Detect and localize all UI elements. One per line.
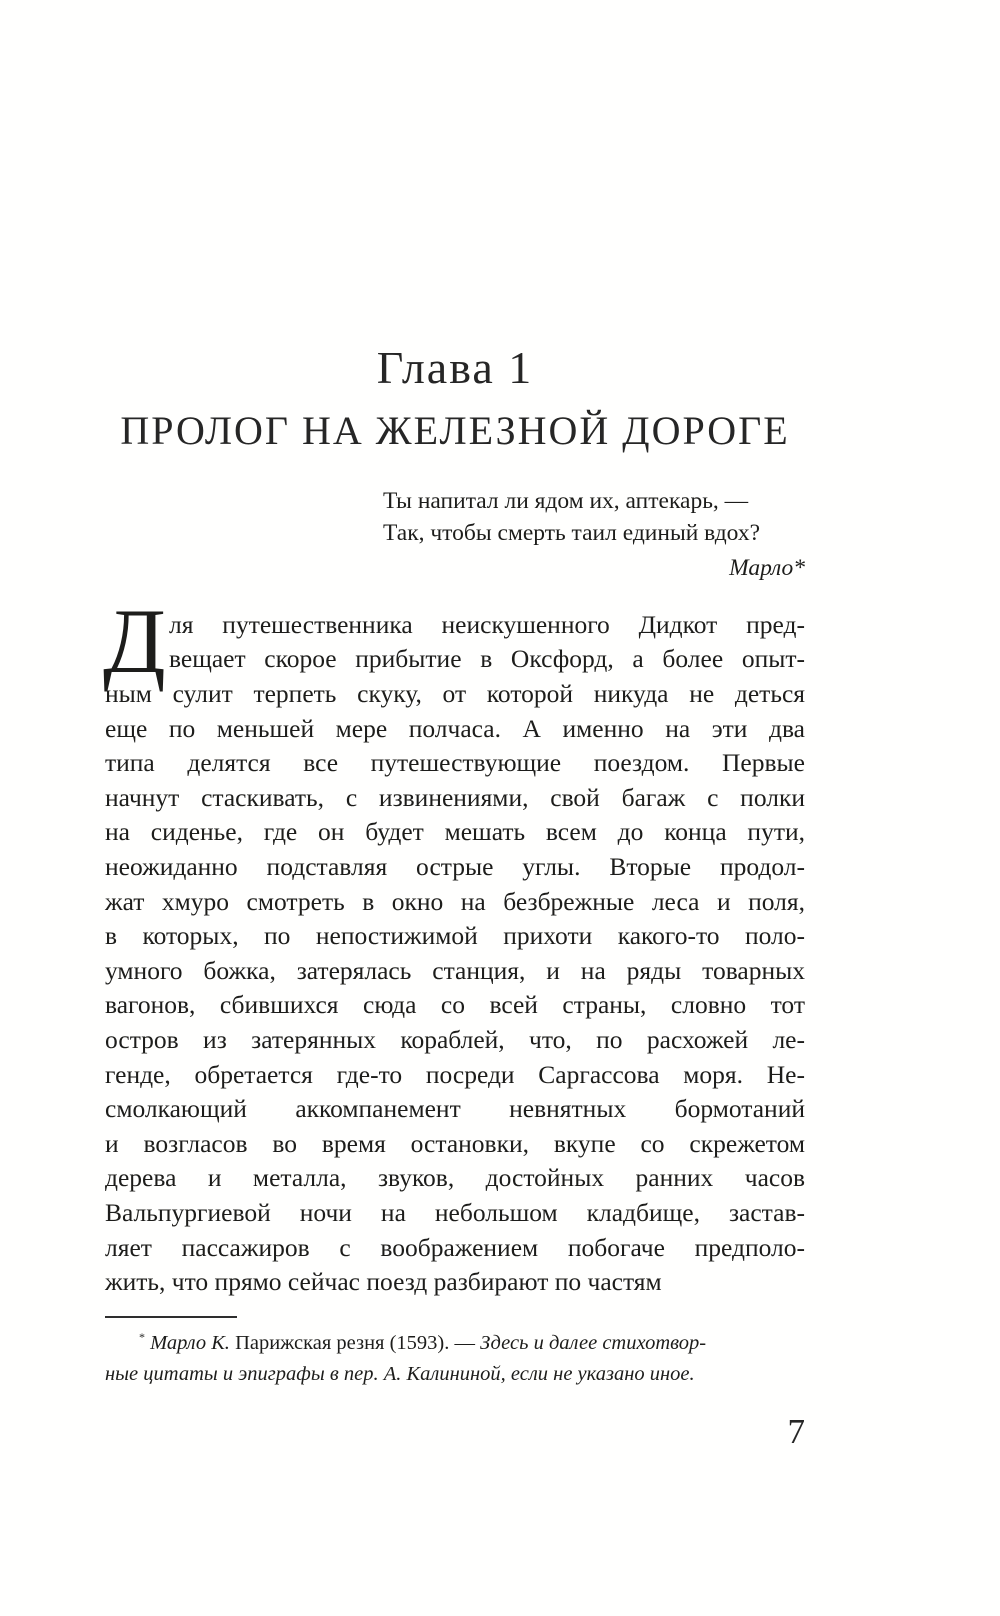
footnote-line — [105, 1328, 805, 1359]
epigraph-line: Ты напитал ли ядом их, аптекарь, — — [383, 487, 749, 514]
body-line: жат хмуро смотреть в окно на безбрежные леса и поля, — [105, 886, 805, 916]
body-line: генде, обретается где-то посреди Саргассова моря. Не- — [105, 1059, 805, 1089]
body-line: типа делятся все путешествующие поездом. Первые — [105, 748, 805, 778]
body-line: вещает скорое прибытие в Оксфорд, а более опыт- — [169, 644, 805, 674]
body-line: и возгласов во время остановки, вкупе со скрежетом — [105, 1128, 805, 1158]
chapter-label: Глава 1 — [376, 342, 534, 393]
text-block — [0, 342, 1000, 1452]
footnote-note-part1: Здесь и далее стихотвор- — [480, 1331, 707, 1354]
footnote-divider — [105, 1316, 237, 1318]
epigraph-line: Так, чтобы смерть таил единый вдох? — [383, 519, 760, 546]
body-line: ля путешественника неискушенного Дидкот пред- — [169, 609, 805, 639]
body-line: Вальпургиевой ночи на небольшом кладбище, застав- — [105, 1197, 805, 1227]
body-line: вагонов, сбившихся сюда со всей страны, словно тот — [105, 990, 805, 1020]
page-number: 7 — [787, 1411, 805, 1451]
body-line: в которых, по непостижимой прихоти какого-то поло- — [105, 921, 805, 951]
body-line: остров из затерянных кораблей, что, по расхожей ле- — [105, 1025, 805, 1055]
body-line: еще по меньшей мере полчаса. А именно на эти два — [105, 713, 805, 743]
footnote-marker: * — [139, 1329, 145, 1344]
body-line: жить, что прямо сейчас поезд разбирают по частям — [105, 1267, 662, 1297]
body-line: смолкающий аккомпанемент невнятных бормотаний — [105, 1094, 805, 1124]
body-line: ным сулит терпеть скуку, от которой никуда не деться — [105, 679, 805, 709]
body-paragraph — [103, 589, 805, 1300]
footnote-line: ные цитаты и эпиграфы в пер. А. Калининой, если не указано иное. — [105, 1362, 695, 1385]
footnote-author: Марло К. — [150, 1331, 230, 1354]
epigraph-attribution: Марло* — [729, 554, 805, 581]
footnote — [105, 1328, 805, 1390]
footnote-source: Парижская резня (1593). — — [229, 1331, 481, 1354]
body-line: на сиденье, где он будет мешать всем до конца пути, — [105, 817, 805, 847]
dropcap-letter: Д — [103, 589, 166, 692]
body-line: умного божка, затерялась станция, и на ряды товарных — [105, 955, 805, 985]
epigraph — [105, 485, 805, 584]
body-line: неожиданно подставляя острые углы. Вторые продол- — [105, 852, 805, 882]
body-line: дерева и металла, звуков, достойных ранних часов — [105, 1163, 805, 1193]
body-line: начнут стаскивать, с извинениями, свой багаж с полки — [105, 782, 805, 812]
body-line: ляет пассажиров с воображением побогаче предполо- — [105, 1232, 805, 1262]
chapter-title: ПРОЛОГ НА ЖЕЛЕЗНОЙ ДОРОГЕ — [120, 407, 790, 453]
